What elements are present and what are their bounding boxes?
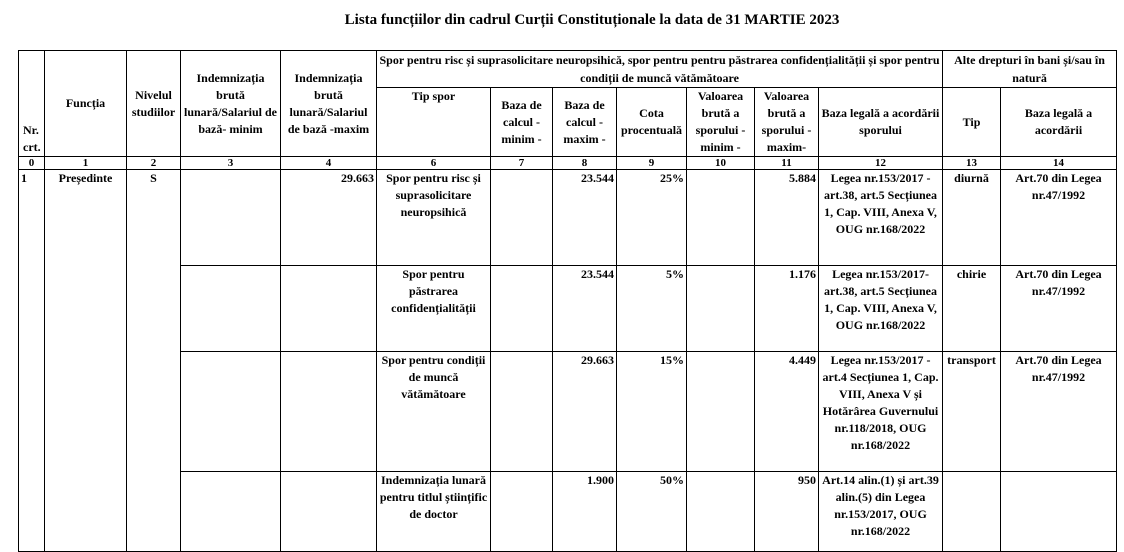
baza-minim-cell — [491, 170, 553, 266]
entry-nr: 1 — [19, 170, 45, 552]
header-nivel-studii: Nivelul studiilor — [127, 51, 181, 157]
document-title: Lista funcțiilor din cadrul Curții Constituționale la data de 31 MARTIE 2023 — [344, 12, 840, 28]
column-number: 2 — [127, 157, 181, 170]
header-tip: Tip — [943, 88, 1001, 157]
header-nr: Nr. crt. — [19, 51, 45, 157]
baza-legala-acordare-cell: Art.70 din Legea nr.47/1992 — [1001, 170, 1117, 266]
baza-maxim-cell: 29.663 — [553, 352, 617, 472]
column-number: 3 — [181, 157, 281, 170]
cota-cell: 5% — [617, 266, 687, 352]
tip-spor-cell: Spor pentru condiții de muncă vătămătoare — [377, 352, 491, 472]
baza-minim-cell — [491, 266, 553, 352]
column-number: 12 — [819, 157, 943, 170]
tip-spor-cell: Spor pentru păstrarea confidențialității — [377, 266, 491, 352]
header-spor-group: Spor pentru risc și suprasolicitare neuropsihică, spor pentru pentru păstrarea confidențialității și spor pentru condiții de muncă vătămătoare — [377, 51, 943, 88]
column-number: 10 — [687, 157, 755, 170]
tip-cell: chirie — [943, 266, 1001, 352]
valoare-minim-cell — [687, 266, 755, 352]
header-valoare-minim: Valoarea brută a sporului - minim - — [687, 88, 755, 157]
valoare-maxim-cell: 950 — [755, 472, 819, 552]
valoare-minim-cell — [687, 472, 755, 552]
entry-indemnizatie-minim — [181, 170, 281, 266]
valoare-maxim-cell: 4.449 — [755, 352, 819, 472]
baza-legala-cell: Art.14 alin.(1) și art.39 alin.(5) din Legea nr.153/2017, OUG nr.168/2022 — [819, 472, 943, 552]
column-number: 9 — [617, 157, 687, 170]
entry-indemnizatie-maxim — [281, 352, 377, 472]
column-number: 8 — [553, 157, 617, 170]
header-baza-calcul-minim: Baza de calcul - minim - — [491, 88, 553, 157]
baza-maxim-cell: 23.544 — [553, 170, 617, 266]
tip-spor-cell: Spor pentru risc și suprasolicitare neuropsihică — [377, 170, 491, 266]
header-indemnizatie-minim: Indemnizația brută lunară/Salariul de bază- minim — [181, 51, 281, 157]
valoare-minim-cell — [687, 170, 755, 266]
tip-cell — [943, 472, 1001, 552]
column-number: 13 — [943, 157, 1001, 170]
column-number: 0 — [19, 157, 45, 170]
header-functia: Funcția — [45, 51, 127, 157]
column-number: 4 — [281, 157, 377, 170]
baza-maxim-cell: 1.900 — [553, 472, 617, 552]
column-number: 11 — [755, 157, 819, 170]
header-valoare-maxim: Valoarea brută a sporului - maxim- — [755, 88, 819, 157]
column-number: 6 — [377, 157, 491, 170]
header-baza-legala-spor: Baza legală a acordării sporului — [819, 88, 943, 157]
tip-cell: transport — [943, 352, 1001, 472]
cota-cell: 50% — [617, 472, 687, 552]
baza-legala-cell: Legea nr.153/2017- art.38, art.5 Secțiunea 1, Cap. VIII, Anexa V, OUG nr.168/2022 — [819, 266, 943, 352]
valoare-maxim-cell: 5.884 — [755, 170, 819, 266]
entry-indemnizatie-minim — [181, 352, 281, 472]
entry-functia: Președinte — [45, 170, 127, 552]
table-row — [19, 170, 1117, 266]
entry-indemnizatie-maxim — [281, 472, 377, 552]
baza-legala-acordare-cell: Art.70 din Legea nr.47/1992 — [1001, 352, 1117, 472]
baza-legala-cell: Legea nr.153/2017 - art.4 Secțiunea 1, Cap. VIII, Anexa V și Hotărârea Guvernului nr.118/2018, OUG nr.168/2022 — [819, 352, 943, 472]
column-number: 7 — [491, 157, 553, 170]
header-indemnizatie-maxim: Indemnizația brută lunară/Salariul de bază -maxim — [281, 51, 377, 157]
entry-indemnizatie-minim — [181, 472, 281, 552]
tip-cell: diurnă — [943, 170, 1001, 266]
baza-legala-cell: Legea nr.153/2017 - art.38, art.5 Secțiunea 1, Cap. VIII, Anexa V, OUG nr.168/2022 — [819, 170, 943, 266]
entry-indemnizatie-maxim: 29.663 — [281, 170, 377, 266]
column-number: 1 — [45, 157, 127, 170]
baza-minim-cell — [491, 472, 553, 552]
table-row — [19, 266, 1117, 352]
baza-maxim-cell: 23.544 — [553, 266, 617, 352]
entry-nivel: S — [127, 170, 181, 552]
table-row — [19, 352, 1117, 472]
tip-spor-cell: Indemnizația lunară pentru titlul științific de doctor — [377, 472, 491, 552]
column-numbers-row — [19, 157, 1117, 170]
baza-legala-acordare-cell: Art.70 din Legea nr.47/1992 — [1001, 266, 1117, 352]
valoare-maxim-cell: 1.176 — [755, 266, 819, 352]
cota-cell: 25% — [617, 170, 687, 266]
column-number: 14 — [1001, 157, 1117, 170]
header-baza-calcul-maxim: Baza de calcul - maxim - — [553, 88, 617, 157]
header-cota-procentuala: Cota procentuală — [617, 88, 687, 157]
cota-cell: 15% — [617, 352, 687, 472]
baza-legala-acordare-cell — [1001, 472, 1117, 552]
baza-minim-cell — [491, 352, 553, 472]
entry-indemnizatie-maxim — [281, 266, 377, 352]
header-alte-drepturi: Alte drepturi în bani și/sau în natură — [943, 51, 1117, 88]
functions-table — [18, 50, 1117, 552]
valoare-minim-cell — [687, 352, 755, 472]
entry-indemnizatie-minim — [181, 266, 281, 352]
header-baza-legala-acordare: Baza legală a acordării — [1001, 88, 1117, 157]
header-tip-spor: Tip spor — [377, 88, 491, 157]
table-row — [19, 472, 1117, 552]
